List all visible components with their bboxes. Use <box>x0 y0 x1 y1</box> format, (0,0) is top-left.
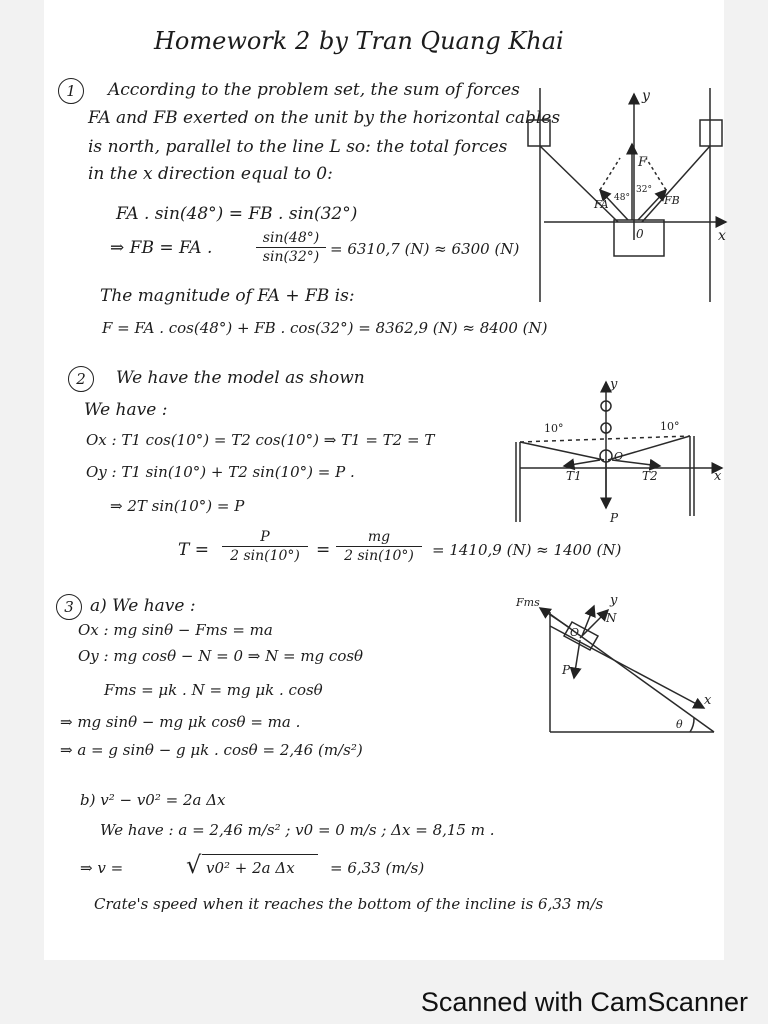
p3-ox-equation: Ox : mg sinθ − Fms = ma <box>78 621 273 639</box>
fig2-x-label: x <box>714 469 722 484</box>
fig2-P-label: P <box>610 511 619 525</box>
p2-fraction-1-numerator: P <box>222 528 308 547</box>
p3-givens: We have : a = 2,46 m/s² ; v0 = 0 m/s ; Δx = 8,15 m . <box>100 821 495 839</box>
p1-equation-2-lhs: ⇒ FB = FA . <box>110 238 213 258</box>
p3-part-a: a) We have : <box>90 596 196 616</box>
p3-equation-line-1: ⇒ mg sinθ − mg μk cosθ = ma . <box>60 713 301 731</box>
camscanner-watermark: Scanned with CamScanner <box>420 987 748 1017</box>
author-line: by Tran Quang Khai <box>319 27 564 55</box>
p3-acceleration-result: ⇒ a = g sinθ − g μk . cosθ = 2,46 (m/s²) <box>60 741 363 759</box>
fig1-y-label: y <box>642 88 650 104</box>
p2-T-lhs: T = <box>178 540 209 560</box>
p3-v-lhs: ⇒ v = <box>80 859 124 877</box>
p1-equation-2-rhs: = 6310,7 (N) ≈ 6300 (N) <box>330 240 520 258</box>
p2-fraction-2-denominator: 2 sin(10°) <box>344 548 414 564</box>
p3-v-radicand: v0² + 2a Δx <box>206 859 295 877</box>
p3-part-b: b) v² − v0² = 2a Δx <box>80 791 226 809</box>
p1-line-2: FA and FB exerted on the unit by the horizontal cables <box>88 108 561 128</box>
p1-magnitude-line: The magnitude of FA + FB is: <box>100 286 355 306</box>
p2-intro: We have the model as shown <box>116 368 365 388</box>
fig2-origin-label: O <box>614 450 624 463</box>
p2-T-equals: = <box>316 540 331 560</box>
problem-3-number: 3 <box>56 594 82 620</box>
fig1-x-label: x <box>718 228 726 244</box>
fig2-angle-right: 10° <box>660 420 680 433</box>
page-title: Homework 2 <box>154 27 311 55</box>
p3-v-result: = 6,33 (m/s) <box>330 859 425 877</box>
fig1-F-label: F <box>638 155 648 170</box>
fig3-theta-label: θ <box>676 718 683 731</box>
fig2-angle-left: 10° <box>544 422 564 435</box>
problem-2-number: 2 <box>68 366 94 392</box>
p2-fraction-1-denominator: 2 sin(10°) <box>230 548 300 564</box>
fig2-T2-label: T2 <box>642 469 658 483</box>
p1-line-1: According to the problem set, the sum of forces <box>108 80 520 100</box>
fig3-friction-label: Fms <box>516 596 540 609</box>
fig1-angle-48: 48° <box>614 193 630 203</box>
p2-we-have: We have : <box>84 400 168 420</box>
scanned-page <box>44 0 724 960</box>
p1-equation-3: F = FA . cos(48°) + FB . cos(32°) = 8362,9 (N) ≈ 8400 (N) <box>102 319 548 337</box>
p2-T-result: = 1410,9 (N) ≈ 1400 (N) <box>432 541 622 559</box>
p2-fraction-2 <box>336 528 422 565</box>
p2-fraction-2-numerator: mg <box>336 528 422 547</box>
p3-conclusion: Crate's speed when it reaches the bottom of the incline is 6,33 m/s <box>94 895 604 913</box>
p1-equation-1: FA . sin(48°) = FB . sin(32°) <box>116 204 358 224</box>
p1-fraction <box>256 229 326 266</box>
fig1-origin-label: 0 <box>636 227 644 241</box>
p1-line-4: in the x direction equal to 0: <box>88 164 333 184</box>
fig1-FB-label: FB <box>664 194 680 207</box>
p2-combined-equation: ⇒ 2T sin(10°) = P <box>110 497 245 515</box>
fig3-origin-label: O <box>570 626 580 639</box>
p1-fraction-denominator: sin(32°) <box>262 249 320 265</box>
fig1-angle-32: 32° <box>636 185 652 195</box>
p3-friction-equation: Fms = μk . N = mg μk . cosθ <box>104 681 323 699</box>
figure-1-cable-diagram <box>514 80 730 310</box>
p3-oy-equation: Oy : mg cosθ − N = 0 ⇒ N = mg cosθ <box>78 647 364 665</box>
p2-fraction-1 <box>222 528 308 565</box>
sqrt-icon: √ <box>186 851 202 879</box>
fig2-y-label: y <box>610 377 618 392</box>
fig2-T1-label: T1 <box>566 469 582 483</box>
fig3-P-label: P <box>562 663 571 677</box>
sqrt-bar <box>202 854 318 855</box>
figure-2-suspended-load <box>510 376 724 526</box>
problem-1-number: 1 <box>58 78 84 104</box>
fig3-x-label: x <box>704 693 712 708</box>
figure-3-incline <box>510 592 720 740</box>
p1-line-3: is north, parallel to the line L so: the total forces <box>88 137 508 157</box>
fig3-y-label: y <box>610 593 618 608</box>
fig1-FA-label: FA <box>594 198 609 211</box>
p1-fraction-numerator: sin(48°) <box>256 229 326 248</box>
p2-oy-equation: Oy : T1 sin(10°) + T2 sin(10°) = P . <box>86 463 355 481</box>
fig3-N-label: N <box>606 611 617 625</box>
p2-ox-equation: Ox : T1 cos(10°) = T2 cos(10°) ⇒ T1 = T2 = T <box>86 431 435 449</box>
